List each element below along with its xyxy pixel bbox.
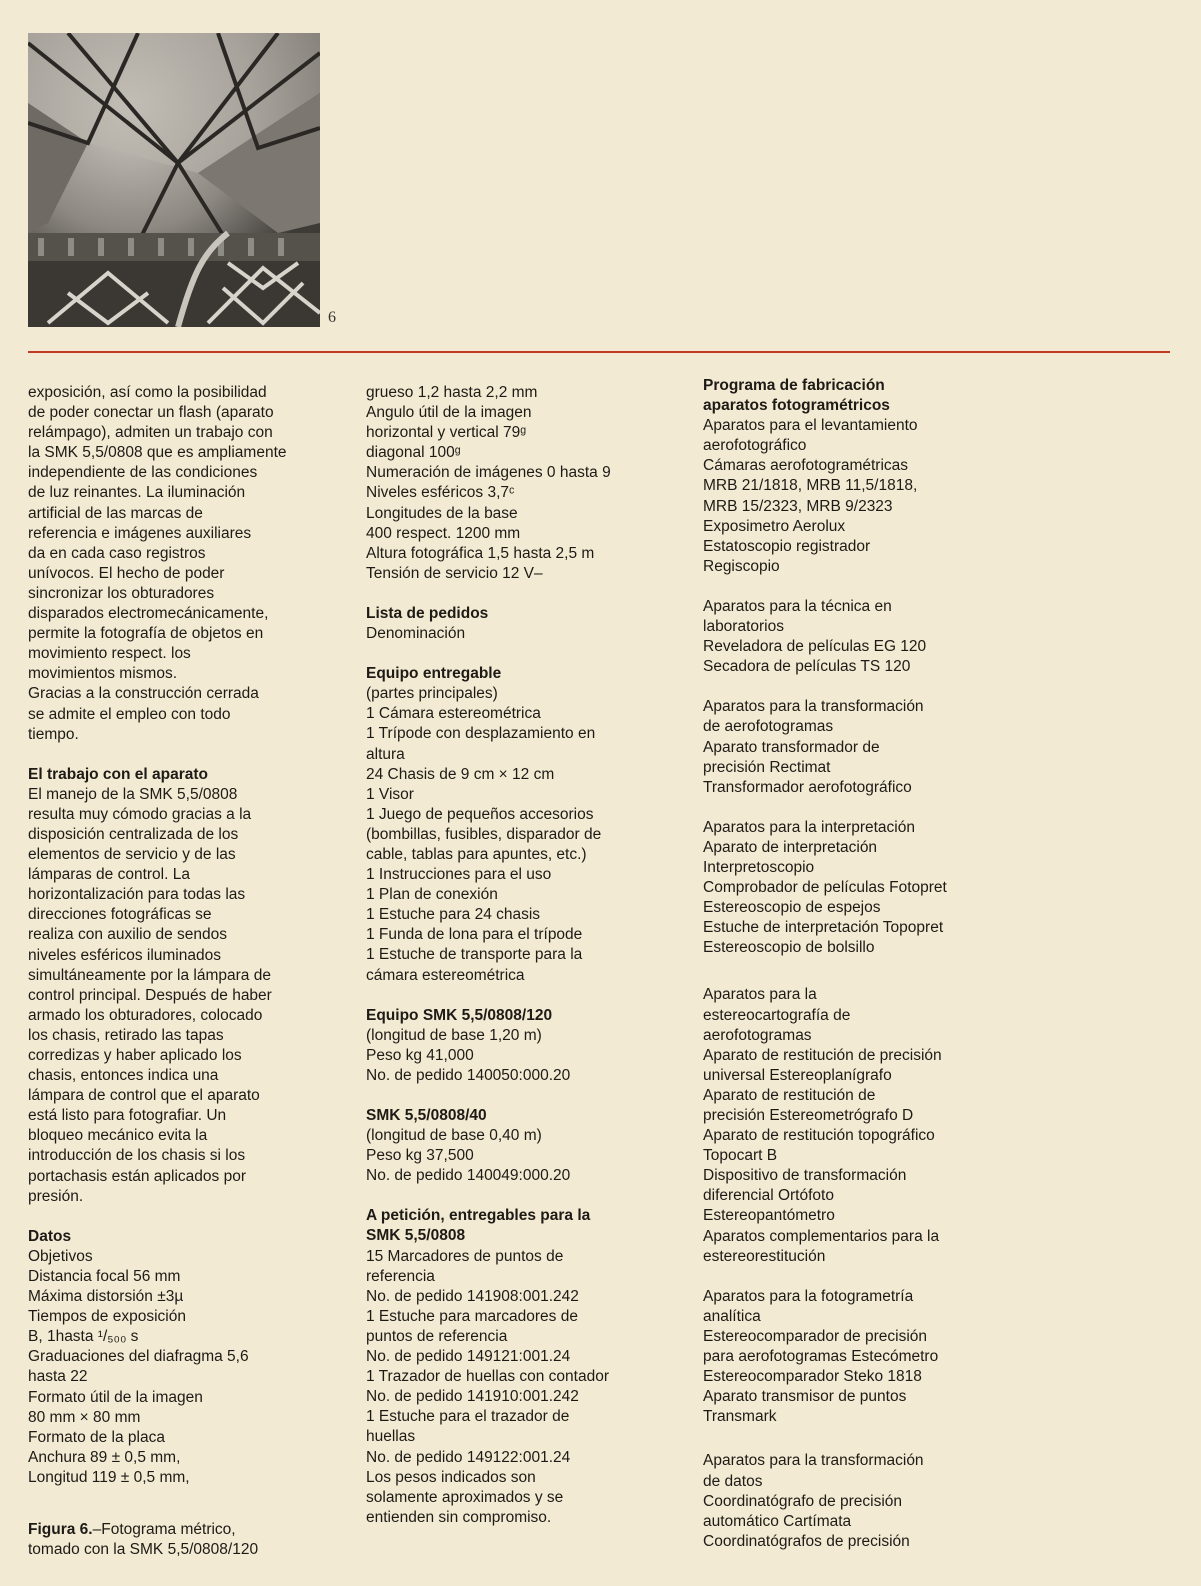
text-line: cámara estereométrica bbox=[366, 966, 525, 984]
group-datos bbox=[703, 1451, 1033, 1551]
text-line: los chasis, retirado las tapas bbox=[28, 1026, 224, 1044]
text-line: lámparas de control. La bbox=[28, 866, 190, 884]
text-line: huellas bbox=[366, 1428, 416, 1446]
trabajo-section bbox=[28, 765, 348, 1207]
text-line: artificial de las marcas de bbox=[28, 504, 203, 522]
text-line: Aparato transmisor de puntos bbox=[703, 1388, 907, 1406]
text-line: Comprobador de películas Fotopret bbox=[703, 879, 947, 897]
text-line: El manejo de la SMK 5,5/0808 bbox=[28, 785, 238, 803]
text-line: para aerofotogramas Estecómetro bbox=[703, 1348, 939, 1366]
text-line: Aparatos complementarios para la bbox=[703, 1227, 940, 1245]
text-line: de datos bbox=[703, 1472, 763, 1490]
text-line: No. de pedido 149121:001.24 bbox=[366, 1348, 571, 1366]
text-line: B, 1hasta ¹/₅₀₀ s bbox=[28, 1328, 139, 1346]
text-line: precisión Estereometrógrafo D bbox=[703, 1107, 914, 1124]
text-line: Aparato transformador de bbox=[703, 738, 880, 756]
text-line: Aparato de restitución de precisión bbox=[703, 1046, 942, 1064]
specs-continued bbox=[366, 383, 696, 584]
text-line: de luz reinantes. La iluminación bbox=[28, 484, 246, 502]
text-line: No. de pedido 149122:001.24 bbox=[366, 1448, 571, 1466]
text-line: MRB 15/2323, MRB 9/2323 bbox=[703, 497, 893, 515]
text-line: horizontal y vertical 79ᵍ bbox=[366, 424, 527, 442]
text-line: Gracias a la construcción cerrada bbox=[28, 685, 259, 703]
text-line: Aparatos para la fotogrametría bbox=[703, 1287, 914, 1305]
lista-section bbox=[366, 604, 696, 644]
text-line: sincronizar los obturadores bbox=[28, 584, 215, 602]
intro-paragraph bbox=[28, 383, 348, 745]
text-line: Peso kg 37,500 bbox=[366, 1147, 474, 1165]
text-line: Regiscopio bbox=[703, 557, 780, 575]
column-left bbox=[28, 383, 348, 1560]
text-line: se admite el empleo con todo bbox=[28, 705, 231, 723]
text-line: Interpretoscopio bbox=[703, 858, 815, 876]
section-heading: A petición, entregables para la bbox=[366, 1207, 591, 1225]
text-line: portachasis están aplicados por bbox=[28, 1167, 246, 1185]
text-line: permite la fotografía de objetos en bbox=[28, 625, 264, 643]
text-line: Cámaras aerofotogramétricas bbox=[703, 457, 909, 475]
text-line: Longitud 119 ± 0,5 mm, bbox=[28, 1468, 190, 1486]
text-line: Estereoscopio de espejos bbox=[703, 899, 881, 917]
text-line: laboratorios bbox=[703, 618, 784, 636]
text-line: Formato útil de la imagen bbox=[28, 1388, 203, 1406]
text-line: realiza con auxilio de sendos bbox=[28, 926, 228, 944]
text-line: 1 Cámara estereométrica bbox=[366, 705, 541, 723]
text-line: 1 Trazador de huellas con contador bbox=[366, 1368, 609, 1386]
text-line: Estereoscopio de bolsillo bbox=[703, 939, 875, 957]
text-line: Estereocomparador Steko 1818 bbox=[703, 1368, 922, 1386]
text-line: Niveles esféricos 3,7ᶜ bbox=[366, 484, 515, 502]
text-line: 1 Juego de pequeños accesorios bbox=[366, 805, 594, 823]
text-line: Distancia focal 56 mm bbox=[28, 1267, 181, 1285]
text-line: Altura fotográfica 1,5 hasta 2,5 m bbox=[366, 544, 595, 562]
text-line: Dispositivo de transformación bbox=[703, 1167, 907, 1185]
text-line: introducción de los chasis si los bbox=[28, 1147, 246, 1165]
figure-caption bbox=[28, 1520, 348, 1560]
text-line: No. de pedido 140049:000.20 bbox=[366, 1167, 571, 1185]
group-interpretacion bbox=[703, 818, 1033, 959]
text-line: (partes principales) bbox=[366, 685, 498, 703]
text-line: lámpara de control que el aparato bbox=[28, 1087, 260, 1105]
text-line: solamente aproximados y se bbox=[366, 1488, 564, 1506]
text-line: chasis, entonces indica una bbox=[28, 1067, 219, 1085]
group-transformacion bbox=[703, 697, 1033, 797]
text-line: diferencial Ortófoto bbox=[703, 1187, 834, 1205]
text-line: Tensión de servicio 12 V– bbox=[366, 564, 543, 582]
text-line: corredizas y haber aplicado los bbox=[28, 1047, 242, 1064]
text-line: Angulo útil de la imagen bbox=[366, 404, 532, 422]
text-line: 1 Instrucciones para el uso bbox=[366, 866, 552, 884]
text-line: armado los obturadores, colocado bbox=[28, 1006, 263, 1024]
text-line: Tiempos de exposición bbox=[28, 1308, 186, 1326]
text-line: estereorestitución bbox=[703, 1247, 826, 1265]
section-heading: SMK 5,5/0808/40 bbox=[366, 1107, 487, 1124]
text-line: (longitud de base 0,40 m) bbox=[366, 1127, 542, 1145]
text-line: automático Cartímata bbox=[703, 1512, 852, 1530]
smk40-section bbox=[366, 1106, 696, 1186]
smk120-section bbox=[366, 1006, 696, 1086]
caption-text-line: tomado con la SMK 5,5/0808/120 bbox=[28, 1541, 259, 1559]
figure-number: 6 bbox=[328, 309, 336, 326]
group-estereocartografia bbox=[703, 985, 1033, 1266]
red-divider-rule bbox=[28, 351, 1170, 353]
text-line: Aparatos para el levantamiento bbox=[703, 417, 918, 435]
peticion-section bbox=[366, 1206, 696, 1528]
text-line: entienden sin compromiso. bbox=[366, 1508, 552, 1526]
text-line: Exposimetro Aerolux bbox=[703, 517, 846, 535]
text-line: Estereocomparador de precisión bbox=[703, 1327, 928, 1345]
text-line: aerofotogramas bbox=[703, 1026, 812, 1044]
text-line: exposición, así como la posibilidad bbox=[28, 384, 267, 401]
text-line: está listo para fotografiar. Un bbox=[28, 1107, 227, 1125]
text-line: Transmark bbox=[703, 1408, 777, 1426]
text-line: 1 Funda de lona para el trípode bbox=[366, 926, 583, 944]
text-line: No. de pedido 141910:001.242 bbox=[366, 1388, 579, 1406]
text-line: precisión Rectimat bbox=[703, 758, 831, 776]
text-line: MRB 21/1818, MRB 11,5/1818, bbox=[703, 477, 918, 495]
text-line: Aparatos para la técnica en bbox=[703, 597, 892, 615]
text-line: disparados electromecánicamente, bbox=[28, 605, 269, 623]
text-line: Aparatos para la transformación bbox=[703, 1452, 924, 1470]
text-line: hasta 22 bbox=[28, 1368, 88, 1386]
text-line: diagonal 100ᵍ bbox=[366, 444, 461, 462]
text-line: 24 Chasis de 9 cm × 12 cm bbox=[366, 765, 555, 783]
text-line: 1 Estuche para marcadores de bbox=[366, 1307, 578, 1325]
text-line: relámpago), admiten un trabajo con bbox=[28, 424, 273, 442]
text-line: Coordinatógrafo de precisión bbox=[703, 1492, 903, 1510]
text-line: presión. bbox=[28, 1187, 84, 1205]
text-line: horizontalización para todas las bbox=[28, 886, 246, 904]
section-heading: El trabajo con el aparato bbox=[28, 765, 209, 783]
text-line: 1 Estuche de transporte para la bbox=[366, 946, 583, 964]
text-line: 15 Marcadores de puntos de bbox=[366, 1247, 564, 1265]
datos-section bbox=[28, 1227, 348, 1488]
text-line: Estatoscopio registrador bbox=[703, 537, 871, 555]
text-line: grueso 1,2 hasta 2,2 mm bbox=[366, 384, 538, 401]
column-middle bbox=[366, 383, 696, 1548]
text-line: da en cada caso registros bbox=[28, 544, 206, 562]
text-line: control principal. Después de haber bbox=[28, 986, 272, 1004]
text-line: Anchura 89 ± 0,5 mm, bbox=[28, 1448, 181, 1466]
text-line: 1 Plan de conexión bbox=[366, 886, 498, 904]
text-line: unívocos. El hecho de poder bbox=[28, 564, 225, 582]
text-line: puntos de referencia bbox=[366, 1327, 508, 1345]
caption-label: Figura 6. bbox=[28, 1520, 93, 1538]
text-line: (longitud de base 1,20 m) bbox=[366, 1026, 542, 1044]
section-heading: Equipo SMK 5,5/0808/120 bbox=[366, 1006, 553, 1024]
text-line: referencia e imágenes auxiliares bbox=[28, 524, 252, 542]
text-line: 1 Trípode con desplazamiento en bbox=[366, 725, 596, 743]
text-line: de poder conectar un flash (aparato bbox=[28, 404, 274, 422]
text-line: Transformador aerofotográfico bbox=[703, 778, 912, 796]
text-line: cable, tablas para apuntes, etc.) bbox=[366, 845, 587, 863]
text-line: 80 mm × 80 mm bbox=[28, 1408, 141, 1426]
text-line: Aparatos para la bbox=[703, 986, 817, 1004]
text-line: movimientos mismos. bbox=[28, 665, 177, 683]
section-heading: aparatos fotogramétricos bbox=[703, 397, 890, 415]
text-line: altura bbox=[366, 745, 405, 763]
text-line: Objetivos bbox=[28, 1247, 93, 1265]
text-line: Denominación bbox=[366, 625, 466, 643]
section-heading: Programa de fabricación bbox=[703, 377, 885, 394]
program-heading bbox=[703, 376, 1033, 416]
text-line: movimiento respect. los bbox=[28, 645, 191, 663]
group-laboratorios bbox=[703, 597, 1033, 677]
text-line: Estereopantómetro bbox=[703, 1207, 835, 1225]
text-line: No. de pedido 141908:001.242 bbox=[366, 1287, 579, 1305]
text-line: Graduaciones del diafragma 5,6 bbox=[28, 1348, 249, 1366]
section-heading: Datos bbox=[28, 1227, 72, 1245]
text-line: Coordinatógrafos de precisión bbox=[703, 1532, 910, 1550]
text-line: simultáneamente por la lámpara de bbox=[28, 966, 271, 984]
text-line: analítica bbox=[703, 1307, 761, 1325]
text-line: Secadora de películas TS 120 bbox=[703, 658, 911, 676]
text-line: 1 Visor bbox=[366, 785, 414, 803]
text-line: Aparatos para la transformación bbox=[703, 698, 924, 716]
text-line: Aparato de restitución de bbox=[703, 1086, 876, 1104]
text-line: Formato de la placa bbox=[28, 1428, 165, 1446]
text-line: de aerofotogramas bbox=[703, 718, 834, 736]
text-line: Numeración de imágenes 0 hasta 9 bbox=[366, 464, 611, 482]
column-right bbox=[703, 376, 1033, 1572]
text-line: direcciones fotográficas se bbox=[28, 906, 212, 924]
vault-ceiling-photo bbox=[28, 33, 320, 327]
caption-text: –Fotograma métrico, bbox=[92, 1520, 236, 1538]
text-line: Longitudes de la base bbox=[366, 504, 518, 522]
section-heading: Equipo entregable bbox=[366, 665, 502, 683]
text-line: universal Estereoplanígrafo bbox=[703, 1066, 892, 1084]
text-line: estereocartografía de bbox=[703, 1006, 851, 1024]
text-line: resulta muy cómodo gracias a la bbox=[28, 805, 252, 823]
group-aerofotografico bbox=[703, 416, 1033, 577]
group-analitica bbox=[703, 1287, 1033, 1428]
text-line: disposición centralizada de los bbox=[28, 825, 239, 843]
text-line: Peso kg 41,000 bbox=[366, 1046, 474, 1064]
text-line: Los pesos indicados son bbox=[366, 1468, 536, 1486]
text-line: la SMK 5,5/0808 que es ampliamente bbox=[28, 444, 287, 462]
text-line: Aparatos para la interpretación bbox=[703, 818, 915, 836]
text-line: Topocart B bbox=[703, 1147, 778, 1165]
text-line: Máxima distorsión ±3µ bbox=[28, 1288, 184, 1306]
text-line: Aparato de interpretación bbox=[703, 838, 878, 856]
text-line: 1 Estuche para el trazador de bbox=[366, 1408, 570, 1426]
text-line: Reveladora de películas EG 120 bbox=[703, 638, 927, 656]
text-line: 1 Estuche para 24 chasis bbox=[366, 906, 541, 924]
text-line: Aparato de restitución topográfico bbox=[703, 1127, 935, 1145]
text-line: bloqueo mecánico evita la bbox=[28, 1127, 208, 1145]
section-heading: SMK 5,5/0808 bbox=[366, 1227, 466, 1245]
text-line: aerofotográfico bbox=[703, 437, 807, 455]
equipo-section bbox=[366, 664, 696, 986]
text-line: elementos de servicio y de las bbox=[28, 846, 236, 864]
section-heading: Lista de pedidos bbox=[366, 604, 489, 622]
text-line: 400 respect. 1200 mm bbox=[366, 524, 521, 542]
text-line: referencia bbox=[366, 1267, 435, 1285]
text-line: independiente de las condiciones bbox=[28, 464, 258, 482]
text-line: niveles esféricos iluminados bbox=[28, 946, 221, 964]
text-line: tiempo. bbox=[28, 725, 79, 743]
text-line: No. de pedido 140050:000.20 bbox=[366, 1066, 571, 1084]
text-line: (bombillas, fusibles, disparador de bbox=[366, 825, 602, 843]
text-line: Estuche de interpretación Topopret bbox=[703, 919, 944, 937]
